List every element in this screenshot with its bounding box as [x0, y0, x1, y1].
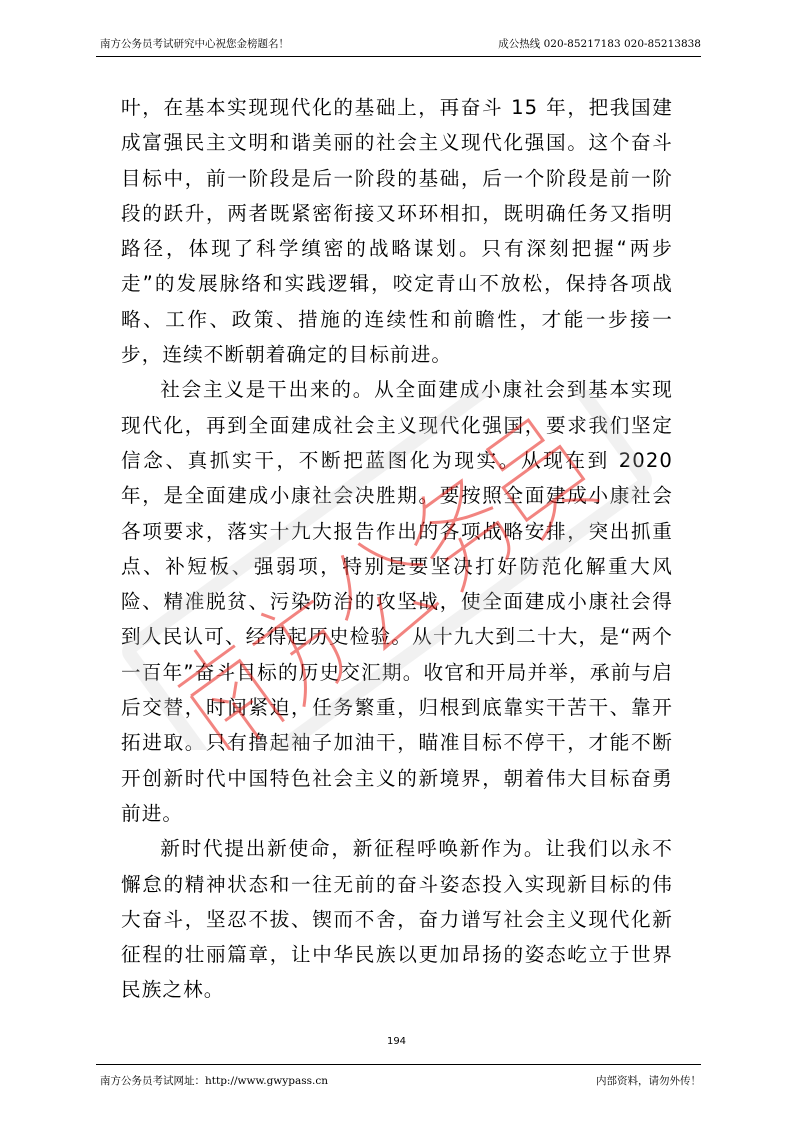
page-number: 194 [386, 1036, 407, 1047]
article-body [121, 90, 673, 1008]
page-header [100, 36, 701, 56]
header-slogan: 南方公务员考试研究中心祝您金榜题名！ [100, 38, 289, 50]
paragraph-continued: 叶，在基本实现现代化的基础上，再奋斗 15 年，把我国建成富强民主文明和谐美丽的社会主义现代化强国。这个奋斗目标中，前一阶段是后一阶段的基础，后一个阶段是前一阶段的跃升，两者既紧密衔接又环环相扣，既明确任务又指明路径，体现了科学缜密的战略谋划。只有深刻把握“两步走”的发展脉络和实践逻辑，咬定青山不放松，保持各项战略、工作、政策、措施的连续性和前瞻性，才能一步接一步，连续不断朝着确定的目标前进。 [121, 96, 673, 367]
header-hotline: 成公热线 020-85217183 020-85213838 [498, 38, 701, 50]
footer-notice: 内部资料，请勿外传！ [596, 1075, 701, 1087]
footer-website: 南方公务员考试网址：http://www.gwypass.cn [100, 1075, 328, 1087]
header-divider [96, 56, 701, 57]
footer-divider [96, 1064, 701, 1065]
paragraph-new-era: 新时代提出新使命，新征程呼唤新作为。让我们以永不懈怠的精神状态和一往无前的奋斗姿态投入实现新目标的伟大奋斗，坚忍不拔、锲而不舍，奋力谱写社会主义现代化新征程的壮丽篇章，让中华民族以更加昂扬的姿态屹立于世界民族之林。 [121, 837, 673, 1002]
paragraph-socialism: 社会主义是干出来的。从全面建成小康社会到基本实现现代化，再到全面建成社会主义现代化强国，要求我们坚定信念、真抓实干，不断把蓝图化为现实。从现在到 2020 年，是全面建成小康社会决胜期。要按照全面建成小康社会各项要求，落实十九大报告作出的各项战略安排，突出抓重点、补短板、强弱项，特别是要坚决打好防范化解重大风险、精准脱贫、污染防治的攻坚战，使全面建成小康社会得到人民认可、经得起历史检验。从十九大到二十大，是“两个一百年”奋斗目标的历史交汇期。收官和开局并举，承前与启后交替，时间紧迫，任务繁重，归根到底靠实干苦干、靠开拓进取。只有撸起袖子加油干，瞄准目标不停干，才能不断开创新时代中国特色社会主义的新境界，朝着伟大目标奋勇前进。 [121, 378, 673, 825]
